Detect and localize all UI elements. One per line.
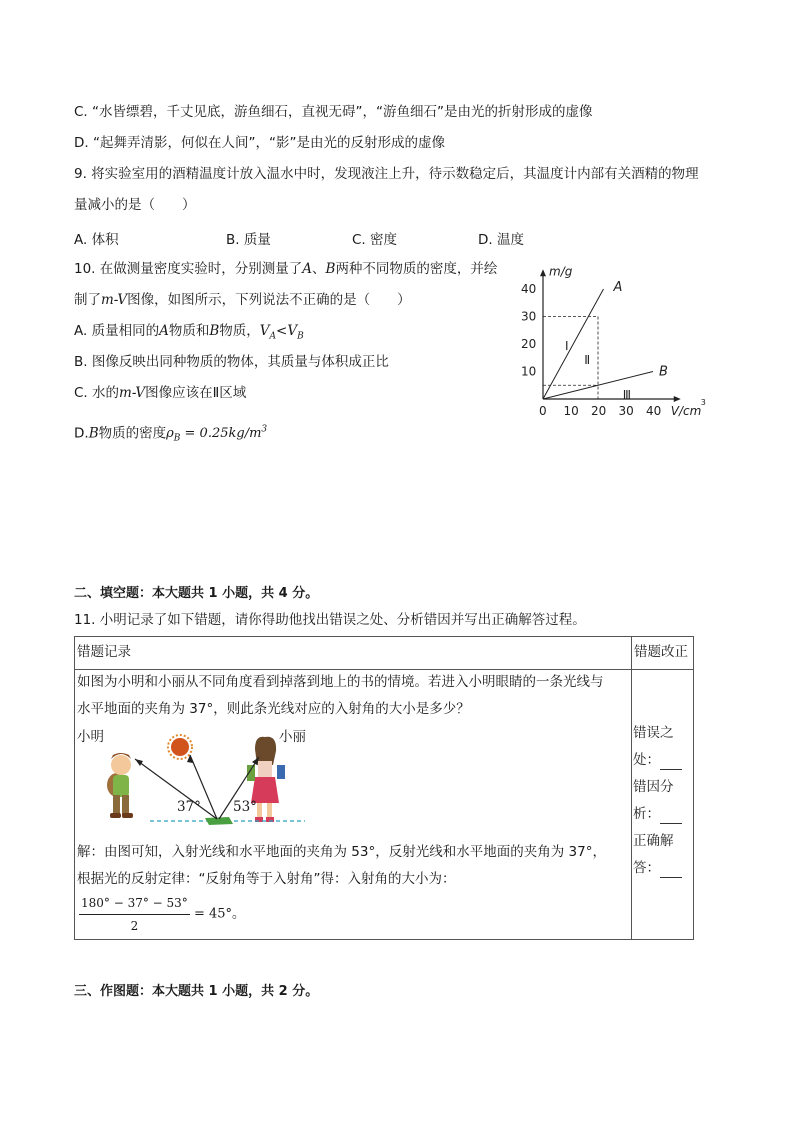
q8-option-c: C. “水皆缥碧，千丈见底，游鱼细石，直视无碍”，“游鱼细石”是由光的折射形成的虚像 bbox=[74, 104, 593, 120]
solution-line2: 根据光的反射定律：“反射角等于入射角”得：入射角的大小为： bbox=[77, 871, 456, 887]
q10-stem-line2: 制了m-V图像，如图所示，下列说法不正确的是（ ） bbox=[74, 292, 411, 308]
table-divider-vertical bbox=[631, 637, 632, 939]
region-3-label: Ⅲ bbox=[622, 387, 632, 402]
solution-formula: $\frac{180^\circ - 37^\circ - 53^\circ}{2}$ = 45°。 bbox=[79, 893, 245, 936]
y-tick-label: 30 bbox=[521, 309, 537, 324]
region-2-label: Ⅱ bbox=[584, 352, 591, 367]
q9-stem-line2: 量减小的是（ ） bbox=[74, 197, 196, 213]
section-2-title: 二、填空题：本大题共 1 小题，共 4 分。 bbox=[74, 586, 319, 601]
x-axis-label: V/cm bbox=[670, 404, 702, 418]
series-a-line bbox=[543, 289, 604, 399]
x-tick-label: 20 bbox=[591, 404, 607, 418]
q9-option-c: C. 密度 bbox=[352, 232, 398, 248]
correction-label-1b: 处： bbox=[633, 750, 682, 770]
correction-label-1a: 错误之 bbox=[633, 725, 674, 741]
x-tick-label: 0 bbox=[539, 404, 547, 418]
q10-option-c: C. 水的m-V图像应该在Ⅱ区域 bbox=[74, 385, 247, 401]
q10-option-a: A. 质量相同的A物质和B物质，$V_A<V_B$ bbox=[74, 323, 304, 342]
angle-53-label: 53° bbox=[233, 799, 257, 815]
y-tick-label: 40 bbox=[521, 282, 537, 296]
table-header-correction: 错题改正 bbox=[634, 644, 688, 660]
error-location-blank[interactable] bbox=[660, 755, 682, 770]
error-record-table bbox=[74, 636, 694, 940]
q9-option-a: A. 体积 bbox=[74, 232, 119, 248]
solution-fraction: $\frac{180^\circ - 37^\circ - 53^\circ}{2}$ bbox=[79, 893, 190, 936]
x-tick-label: 40 bbox=[646, 404, 662, 418]
correction-label-2b: 析： bbox=[633, 804, 682, 824]
angle-37-label: 37° bbox=[177, 799, 201, 815]
q8-option-d: D. “起舞弄清影，何似在人间”，“影”是由光的反射形成的虚像 bbox=[74, 135, 445, 151]
q10-option-b: B. 图像反映出同种物质的物体，其质量与体积成正比 bbox=[74, 354, 389, 370]
solution-line1: 解：由图可知，入射光线和水平地面的夹角为 53°，反射光线和水平地面的夹角为 37°， bbox=[77, 844, 606, 860]
x-tick-label: 10 bbox=[563, 404, 579, 418]
y-axis-arrow bbox=[540, 269, 546, 276]
x-tick-label: 30 bbox=[618, 404, 634, 418]
sun-icon bbox=[168, 735, 192, 759]
error-cause-blank[interactable] bbox=[660, 809, 682, 824]
problem-text-line1: 如图为小明和小丽从不同角度看到掉落到地上的书的情境。若进入小明眼睛的一条光线与 bbox=[77, 674, 604, 690]
q9-option-b: B. 质量 bbox=[226, 232, 271, 248]
region-1-label: Ⅰ bbox=[565, 339, 569, 353]
correction-label-3a: 正确解 bbox=[633, 833, 674, 849]
label-xiaoli: 小丽 bbox=[279, 729, 306, 745]
q10-option-d: D.B物质的密度$\rho_B = 0.25kg/m^3$ bbox=[74, 425, 268, 444]
xiaoming-figure bbox=[107, 753, 133, 818]
y-tick-label: 10 bbox=[521, 364, 537, 379]
label-xiaoming: 小明 bbox=[77, 729, 104, 745]
q9-option-d: D. 温度 bbox=[478, 232, 524, 248]
reflection-illustration bbox=[95, 725, 325, 835]
q10-stem-line1: 10. 在做测量密度实验时，分别测量了A、B两种不同物质的密度，并绘 bbox=[74, 261, 498, 277]
table-divider-horizontal bbox=[75, 669, 693, 670]
correct-answer-blank[interactable] bbox=[660, 863, 682, 878]
y-axis-label: m/g bbox=[549, 264, 573, 279]
q11-stem: 11. 小明记录了如下错题，请你得助他找出错误之处、分析错因并写出正确解答过程。 bbox=[74, 612, 586, 628]
x-axis-arrow bbox=[674, 396, 681, 402]
x-axis-label-exponent: 3 bbox=[700, 398, 706, 407]
y-tick-label: 20 bbox=[521, 337, 537, 351]
q9-stem-line1: 9. 将实验室用的酒精温度计放入温水中时，发现液注上升，待示数稳定后，其温度计内部有关酒精的物理 bbox=[74, 166, 699, 182]
mv-chart bbox=[515, 258, 725, 428]
table-header-record: 错题记录 bbox=[77, 644, 131, 660]
series-b-label: B bbox=[659, 364, 668, 380]
problem-text-line2: 水平地面的夹角为 37°，则此条光线对应的入射角的大小是多少？ bbox=[77, 701, 470, 717]
section-3-title: 三、作图题：本大题共 1 小题，共 2 分。 bbox=[74, 984, 319, 999]
correction-label-2a: 错因分 bbox=[633, 779, 674, 795]
series-a-label: A bbox=[613, 280, 623, 295]
correction-label-3b: 答： bbox=[633, 858, 682, 878]
